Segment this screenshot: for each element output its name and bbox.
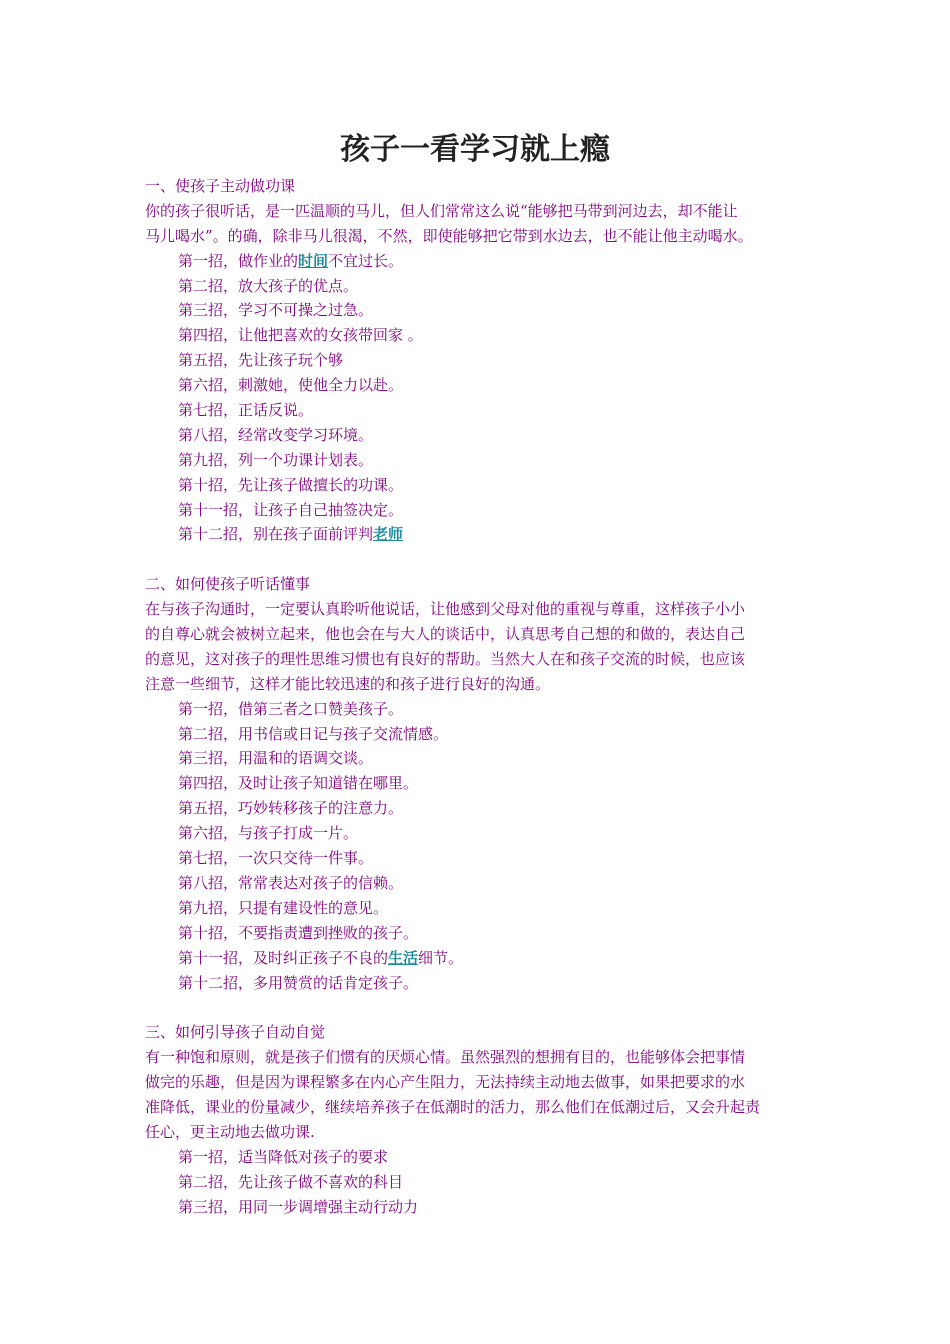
blank-line: [145, 547, 810, 572]
list-item: [145, 1145, 810, 1170]
list-item-text: 第十一招，及时纠正孩子不良的: [178, 948, 389, 967]
list-item-text: 第三招，学习不可操之过急。: [178, 301, 374, 320]
list-item-text: 第二招，用书信或日记与孩子交流情感。: [178, 724, 449, 743]
paragraph-line: 注意一些细节，这样才能比较迅速的和孩子进行良好的沟通。: [145, 674, 551, 693]
list-item: [145, 821, 810, 846]
list-item: [145, 323, 810, 348]
paragraph-line: 在与孩子沟通时，一定要认真聆听他说话，让他感到父母对他的重视与尊重，这样孩子小小: [145, 600, 746, 619]
list-item: [145, 473, 810, 498]
section-heading: 一、使孩子主动做功课: [145, 177, 296, 195]
list-item: [145, 498, 810, 523]
list-item-text: 第六招，刺激她，使他全力以赴。: [178, 376, 404, 395]
list-item: [145, 846, 810, 871]
inline-link[interactable]: 时间: [298, 251, 329, 270]
paragraph-line: 任心，更主动地去做功课.: [145, 1122, 315, 1141]
list-item: [145, 771, 810, 796]
list-item: [145, 1170, 810, 1195]
paragraph-line: 做完的乐趣，但是因为课程繁多在内心产生阻力，无法持续主动地去做事，如果把要求的水: [145, 1073, 746, 1092]
list-item: [145, 921, 810, 946]
section-heading: 三、如何引导孩子自动自觉: [145, 1023, 326, 1042]
list-item-text: 第九招，只提有建设性的意见。: [178, 898, 389, 917]
list-item-text: 第三招，用温和的语调交谈。: [178, 749, 374, 768]
list-item: [145, 448, 810, 473]
list-item-text: 第八招，常常表达对孩子的信赖。: [178, 873, 404, 892]
list-item-text: 第六招，与孩子打成一片。: [178, 824, 359, 843]
list-item-text: 第四招，让他把喜欢的女孩带回家 。: [178, 326, 423, 345]
list-item-text: 第七招，正话反说。: [178, 401, 314, 420]
list-item: [145, 348, 810, 373]
list-item-text: 第十招，先让孩子做擅长的功课。: [178, 475, 404, 494]
list-item-text: 第一招，借第三者之口赞美孩子。: [178, 699, 404, 718]
list-item-text: 第十一招，让孩子自己抽签决定。: [178, 500, 404, 519]
document-body: [145, 174, 810, 1219]
list-item: [145, 796, 810, 821]
paragraph-line: 的意见，这对孩子的理性思维习惯也有良好的帮助。当然大人在和孩子交流的时候，也应该: [145, 649, 746, 668]
list-item-text: 第四招，及时让孩子知道错在哪里。: [178, 774, 419, 793]
list-item-text-tail: 不宜过长。: [328, 251, 404, 270]
list-item-text: 第一招，做作业的: [178, 251, 299, 270]
paragraph-line: 的自尊心就会被树立起来，他也会在与大人的谈话中，认真思考自己想的和做的，表达自己: [145, 625, 746, 644]
list-item: [145, 722, 810, 747]
list-item-text: 第三招，用同一步调增强主动行动力: [178, 1197, 419, 1216]
paragraph-line: 有一种饱和原则，就是孩子们惯有的厌烦心情。虽然强烈的想拥有目的，也能够体会把事情: [145, 1048, 746, 1067]
list-item: [145, 896, 810, 921]
list-item-text: 第七招，一次只交待一件事。: [178, 849, 374, 868]
paragraph-line: 你的孩子很听话，是一匹温顺的马儿，但人们常常这么说“能够把马带到河边去，却不能让: [145, 201, 738, 220]
list-item-text: 第二招，先让孩子做不喜欢的科目: [178, 1172, 404, 1191]
list-item: [145, 1195, 810, 1220]
list-item-text: 第十二招，多用赞赏的话肯定孩子。: [178, 973, 419, 992]
inline-link[interactable]: 生活: [388, 948, 419, 967]
section-heading: 二、如何使孩子听话懂事: [145, 575, 311, 594]
list-item: [145, 298, 810, 323]
list-item: [145, 746, 810, 771]
inline-link[interactable]: 老师: [373, 525, 404, 544]
list-item-text-tail: 细节。: [418, 948, 464, 967]
list-item-text: 第九招，列一个功课计划表。: [178, 450, 374, 469]
list-item-text: 第五招，先让孩子玩个够: [178, 351, 344, 370]
list-item-text: 第二招，放大孩子的优点。: [178, 276, 359, 295]
paragraph-line: 马儿喝水”。的确，除非马儿很渴，不然，即使能够把它带到水边去，也不能让他主动喝水。: [145, 226, 753, 245]
list-item-text: 第一招，适当降低对孩子的要求: [178, 1147, 389, 1166]
list-item: [145, 398, 810, 423]
list-item-text: 第十二招，别在孩子面前评判: [178, 525, 374, 544]
list-item: [145, 946, 810, 971]
list-item: [145, 697, 810, 722]
list-item: [145, 274, 810, 299]
list-item-text: 第八招，经常改变学习环境。: [178, 425, 374, 444]
list-item: [145, 423, 810, 448]
list-item-text: 第十招，不要指责遭到挫败的孩子。: [178, 923, 419, 942]
paragraph-line: 准降低，课业的份量减少，继续培养孩子在低潮时的活力，那么他们在低潮过后，又会升起责: [145, 1097, 761, 1116]
blank-line: [145, 995, 810, 1020]
document-title: 孩子一看学习就上瘾: [340, 132, 610, 167]
list-item: [145, 522, 810, 547]
list-item: [145, 249, 810, 274]
list-item-text: 第五招，巧妙转移孩子的注意力。: [178, 799, 404, 818]
list-item: [145, 971, 810, 996]
list-item: [145, 373, 810, 398]
list-item: [145, 871, 810, 896]
